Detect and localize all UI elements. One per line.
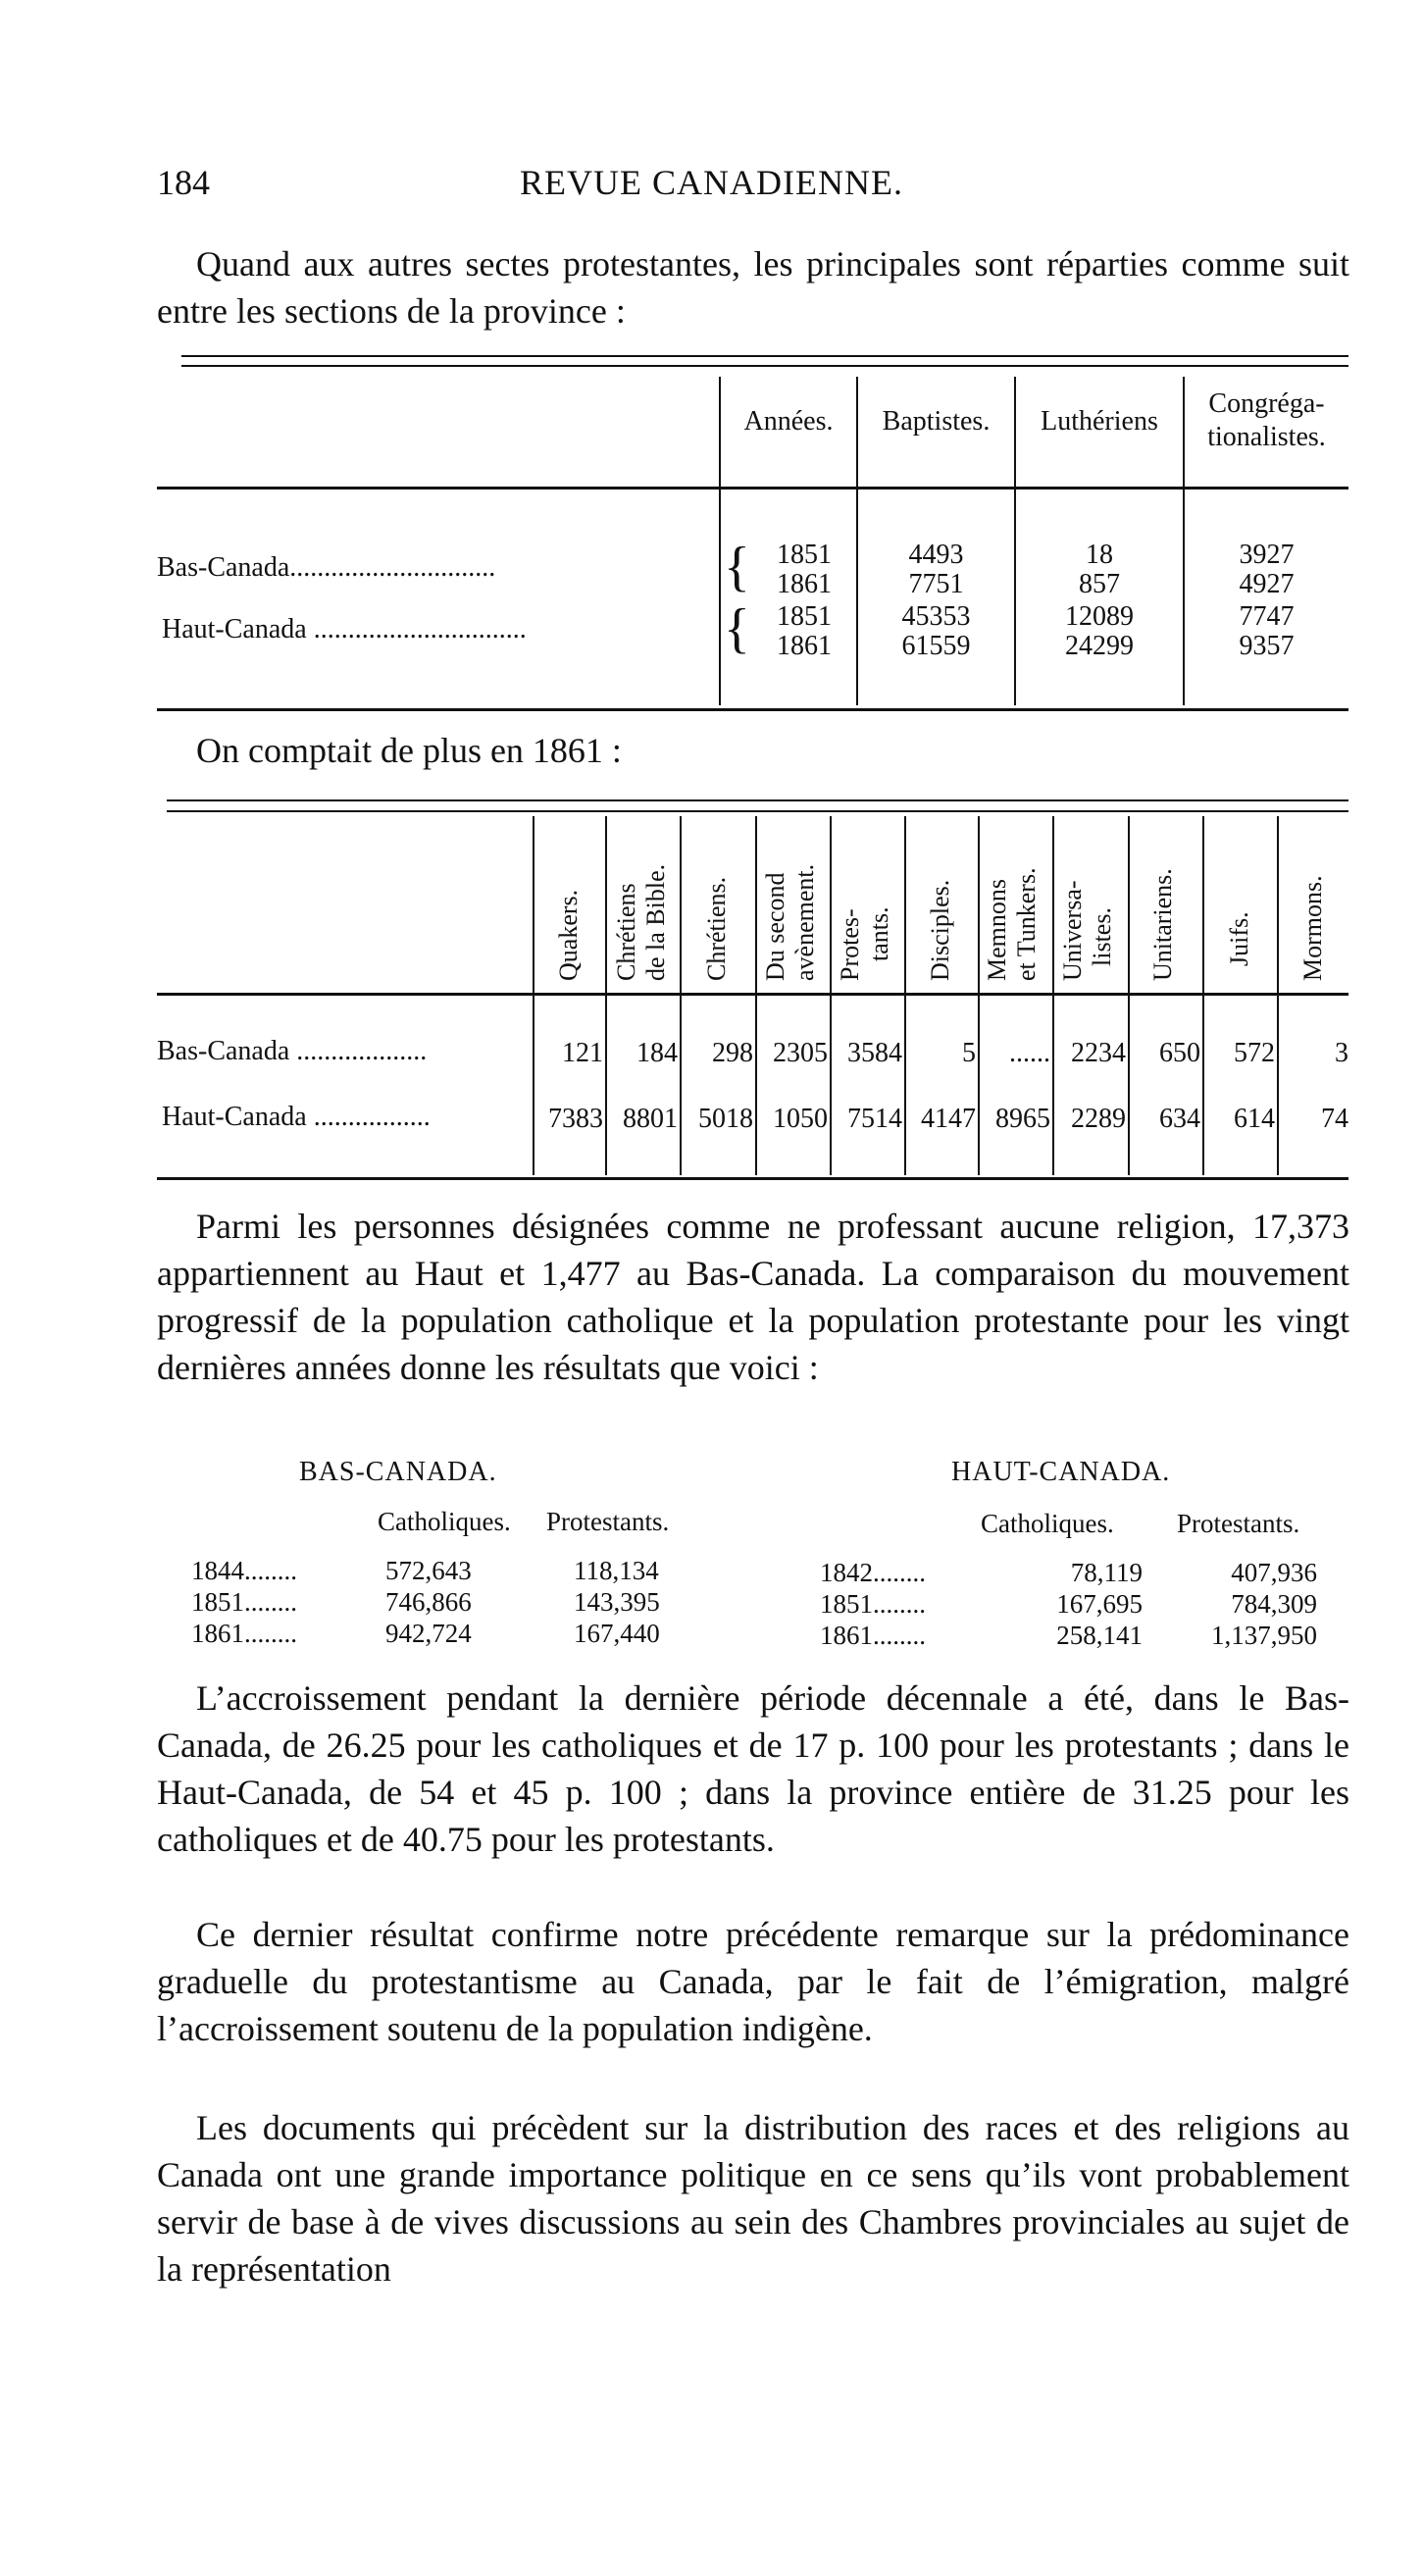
header-juifs: Juifs.: [1225, 911, 1253, 966]
header-universalistes-2: listes.: [1088, 907, 1116, 966]
intro-paragraph: [157, 240, 1349, 335]
cell-universalistes: 2289: [1071, 1104, 1126, 1134]
year: 1861: [777, 631, 832, 661]
bas-cath: 942,724: [385, 1619, 472, 1648]
header-disciples: Disciples.: [926, 879, 954, 981]
paragraph-text: L’accroissement pendant la dernière période décennale a été, dans le Bas-Canada, de 26.25 pour les catholiques et de 17 p. 100 pour les protestants ; dans le Haut-Canada, de 54 et 45 p. 100 ; dans la province entière de 31.25 pour les catholiques et de 40.75 pour les protestants.: [157, 1678, 1349, 1859]
bas-cath: 746,866: [385, 1587, 472, 1617]
haut-row: 1851........: [820, 1589, 926, 1619]
cell-chretiens: 5018: [698, 1104, 753, 1134]
header-second-avenement-2: avènement.: [790, 863, 819, 981]
running-title: REVUE CANADIENNE.: [520, 163, 903, 202]
bas-row: 1861........: [191, 1619, 297, 1648]
bas-prot: 167,440: [574, 1619, 660, 1648]
haut-row: 1861........: [820, 1621, 926, 1650]
paragraph-religion: [157, 1203, 1349, 1391]
haut-canada-title: HAUT-CANADA.: [951, 1457, 1171, 1487]
haut-prot: 1,137,950: [1211, 1621, 1317, 1650]
cell-chretiens-bible: 8801: [623, 1104, 678, 1134]
bas-prot: 118,134: [574, 1556, 659, 1585]
cell-congregationalistes: 7747: [1239, 601, 1295, 632]
cell-second-avenement: 1050: [773, 1104, 828, 1134]
header-chretiens-bible-1: Chrétiens: [612, 883, 640, 981]
cell-juifs: 572: [1234, 1038, 1275, 1068]
row-label: Haut-Canada .................: [162, 1102, 431, 1132]
brace-icon: {: [724, 537, 750, 597]
paragraph-text: Ce dernier résultat confirme notre précédente remarque sur la prédominance graduelle du protestantisme au Canada, par le fait de l’émigration, malgré l’accroissement soutenu de la population indigène.: [157, 1915, 1349, 2048]
bas-row: 1844........: [191, 1556, 297, 1585]
header-memnons-1: Memnons: [983, 879, 1011, 981]
bas-prot: 143,395: [574, 1587, 660, 1617]
bas-col-catholiques: Catholiques.: [378, 1507, 511, 1536]
paragraph-text: Les documents qui précèdent sur la distribution des races et des religions au Canada ont une grande importance politique en ce sens qu’ils vont probablement servir de base à de vives discussions au sein des Chambres provinciales au sujet de la représentation: [157, 2108, 1349, 2289]
header-mormons: Mormons.: [1298, 875, 1327, 981]
paragraph-documents: [157, 2104, 1349, 2293]
cell-baptistes: 7751: [908, 569, 964, 599]
cell-mormons: 3: [1335, 1038, 1348, 1068]
year: 1851: [777, 540, 832, 570]
paragraph-accroissement: [157, 1674, 1349, 1863]
cell-chretiens: 298: [712, 1038, 753, 1068]
cell-disciples: 5: [962, 1038, 976, 1068]
cell-lutheriens: 857: [1079, 569, 1120, 599]
haut-row: 1842........: [820, 1558, 926, 1587]
header-memnons-2: et Tunkers.: [1012, 867, 1041, 981]
cell-lutheriens: 18: [1086, 540, 1113, 570]
cell-juifs: 614: [1234, 1104, 1275, 1134]
haut-prot: 784,309: [1231, 1589, 1317, 1619]
year: 1851: [777, 601, 832, 632]
cell-second-avenement: 2305: [773, 1038, 828, 1068]
brace-icon: {: [724, 598, 750, 659]
paragraph-text: Parmi les personnes désignées comme ne professant aucune religion, 17,373 appartiennent au Haut et 1,477 au Bas-Canada. La comparaison du mouvement progressif de la population catholique et la population protestante pour les vingt dernières années donne les résultats que voici :: [157, 1207, 1349, 1387]
row-label: Bas-Canada ...................: [157, 1036, 428, 1066]
row-label: Bas-Canada..............................: [157, 552, 496, 583]
haut-col-catholiques: Catholiques.: [981, 1509, 1114, 1538]
header-unitariens: Unitariens.: [1148, 868, 1177, 981]
year: 1861: [777, 569, 832, 599]
header-baptistes: Baptistes.: [882, 406, 991, 437]
haut-cath: 258,141: [1056, 1621, 1143, 1650]
header-lutheriens: Luthériens: [1041, 406, 1158, 437]
cell-protestants: 7514: [847, 1104, 902, 1134]
cell-baptistes: 45353: [901, 601, 971, 632]
header-congregationalistes-1: Congréga-: [1208, 388, 1325, 419]
cell-quakers: 121: [562, 1038, 603, 1068]
cell-memnons: 8965: [995, 1104, 1050, 1134]
page-number: 184: [157, 163, 210, 202]
cell-unitariens: 650: [1159, 1038, 1200, 1068]
header-congregationalistes-2: tionalistes.: [1207, 422, 1326, 452]
intro-text: Quand aux autres sectes protestantes, les principales sont réparties comme suit entre les sections de la province :: [157, 244, 1349, 331]
bas-cath: 572,643: [385, 1556, 472, 1585]
header-second-avenement-1: Du second: [761, 872, 789, 981]
cell-lutheriens: 24299: [1065, 631, 1134, 661]
header-universalistes-1: Universa-: [1058, 880, 1087, 981]
cell-congregationalistes: 4927: [1239, 569, 1295, 599]
row-label: Haut-Canada ...............................: [162, 614, 527, 644]
cell-congregationalistes: 9357: [1239, 631, 1295, 661]
cell-memnons: ......: [1009, 1038, 1050, 1068]
cell-disciples: 4147: [921, 1104, 976, 1134]
header-chretiens: Chrétiens.: [702, 876, 731, 981]
cell-mormons: 74: [1321, 1104, 1348, 1134]
haut-prot: 407,936: [1231, 1558, 1317, 1587]
paragraph-resultat: [157, 1911, 1349, 2052]
header-chretiens-bible-2: de la Bible.: [641, 863, 670, 981]
cell-lutheriens: 12089: [1065, 601, 1134, 632]
header-protestants-1: Protes-: [836, 908, 864, 981]
header-annees: Années.: [743, 406, 834, 437]
cell-protestants: 3584: [847, 1038, 902, 1068]
header-protestants-2: tants.: [865, 906, 893, 961]
cell-baptistes: 61559: [901, 631, 971, 661]
haut-col-protestants: Protestants.: [1177, 1509, 1300, 1538]
cell-unitariens: 634: [1159, 1104, 1200, 1134]
section2-intro: On comptait de plus en 1861 :: [196, 731, 622, 770]
haut-cath: 167,695: [1056, 1589, 1143, 1619]
header-quakers: Quakers.: [554, 889, 583, 981]
haut-cath: 78,119: [1070, 1558, 1143, 1587]
bas-col-protestants: Protestants.: [546, 1507, 670, 1536]
cell-quakers: 7383: [548, 1104, 603, 1134]
cell-universalistes: 2234: [1071, 1038, 1126, 1068]
bas-canada-title: BAS-CANADA.: [299, 1457, 497, 1487]
cell-chretiens-bible: 184: [636, 1038, 678, 1068]
cell-baptistes: 4493: [908, 540, 964, 570]
bas-row: 1851........: [191, 1587, 297, 1617]
cell-congregationalistes: 3927: [1239, 540, 1295, 570]
